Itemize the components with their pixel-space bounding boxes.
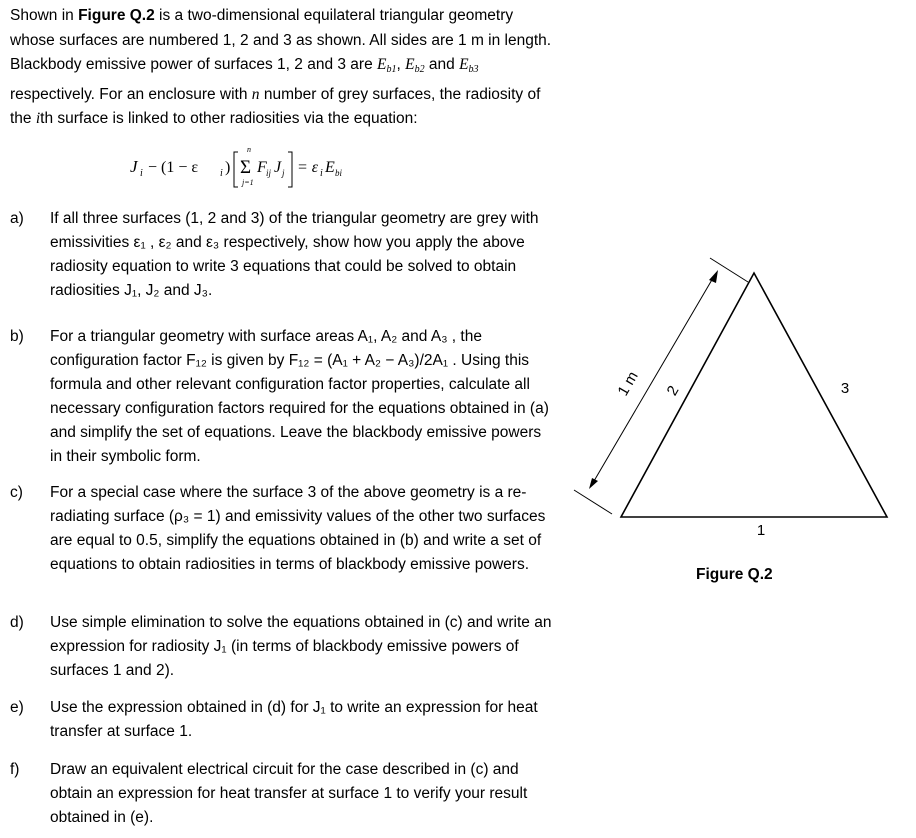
question-c	[10, 481, 555, 577]
svg-text:J: J	[274, 159, 282, 176]
dimension-arrowhead-top	[709, 270, 718, 283]
question-text: For a special case where the surface 3 of the above geometry is a re-radiating surface (ρ₃ = 1) and emissivity values of the other two surfaces are equal to 0.5, simplify the equations obtained in (b) and write a set of equations to obtain radiosities in terms of blackbody emissive powers.	[50, 484, 546, 573]
svg-text:j=1: j=1	[242, 178, 254, 187]
svg-text:F: F	[257, 159, 267, 176]
question-text: Use simple elimination to solve the equations obtained in (c) and write an expression for radiosity J₁ (in terms of blackbody emissive powers of surfaces 1 and 2).	[50, 614, 552, 679]
svg-text:i: i	[140, 168, 143, 179]
question-d	[10, 611, 555, 683]
svg-text:Σ: Σ	[240, 157, 252, 178]
figure-caption: Figure Q.2	[696, 566, 773, 583]
question-label: c)	[10, 484, 23, 501]
intro-paragraph: Shown in Figure Q.2 is a two-dimensional equilateral triangular geometry whose surfaces are numbered 1, 2 and 3 as shown. All sides are 1 m in length. Blackbody emissive power of surfaces 1, 2 and 3 are $E_{b1}$, $E_{b2}$ and $E_{b3}$ respectively. For an enclosure with n number of grey surfaces, the radiosity of the ith surface is linked to other radiosities via the equation:	[10, 7, 552, 127]
question-text: For a triangular geometry with surface areas A₁, A₂ and A₃ , the configuration factor F₁₂ is given by F₁₂ = (A₁ + A₂ − A₃)/2A₁ . Using this formula and other relevant configuration factor properties, calculate all necessary configuration factors required for the equations obtained in (a) and simplify the set of equations. Leave the blackbody emissive powers in their symbolic form.	[50, 328, 549, 465]
svg-text:i: i	[220, 168, 223, 179]
dimension-tick-bottom	[574, 490, 612, 514]
question-label: b)	[10, 328, 24, 345]
figure-reference: Figure Q.2	[78, 7, 155, 24]
question-a	[10, 207, 555, 303]
side-label-2: 2	[663, 382, 683, 399]
svg-text:ij: ij	[266, 168, 272, 178]
question-f	[10, 758, 555, 830]
question-e	[10, 696, 555, 744]
svg-text:j: j	[282, 168, 285, 178]
svg-text:− (1 − ε: − (1 − ε	[148, 159, 199, 176]
svg-text:bi: bi	[335, 168, 343, 178]
question-label: f)	[10, 761, 20, 778]
question-label: a)	[10, 210, 24, 227]
side-label-3: 3	[840, 380, 850, 397]
svg-text:E: E	[325, 159, 335, 176]
dimension-label: 1 m	[614, 368, 642, 399]
svg-text:n: n	[247, 145, 251, 154]
question-text: Use the expression obtained in (d) for J₁ to write an expression for heat transfer at surface 1.	[50, 699, 538, 740]
question-text: If all three surfaces (1, 2 and 3) of the triangular geometry are grey with emissivities ε₁ , ε₂ and ε₃ respectively, show how you apply the above radiosity equation to write 3 equations that could be solved to obtain radiosities J₁, J₂ and J₃.	[50, 210, 539, 299]
question-label: d)	[10, 614, 24, 631]
radiosity-equation	[128, 142, 458, 192]
svg-text:i: i	[320, 168, 323, 179]
question-b	[10, 325, 555, 469]
svg-text:J: J	[130, 157, 138, 176]
triangle-figure	[560, 240, 916, 540]
dimension-arrowhead-bottom	[589, 478, 598, 489]
svg-text:): )	[225, 159, 231, 176]
question-text: Draw an equivalent electrical circuit for the case described in (c) and obtain an expression for heat transfer at surface 1 to verify your result obtained in (e).	[50, 761, 528, 826]
side-label-1: 1	[756, 522, 766, 539]
svg-text:= ε: = ε	[297, 159, 319, 176]
question-label: e)	[10, 699, 24, 716]
